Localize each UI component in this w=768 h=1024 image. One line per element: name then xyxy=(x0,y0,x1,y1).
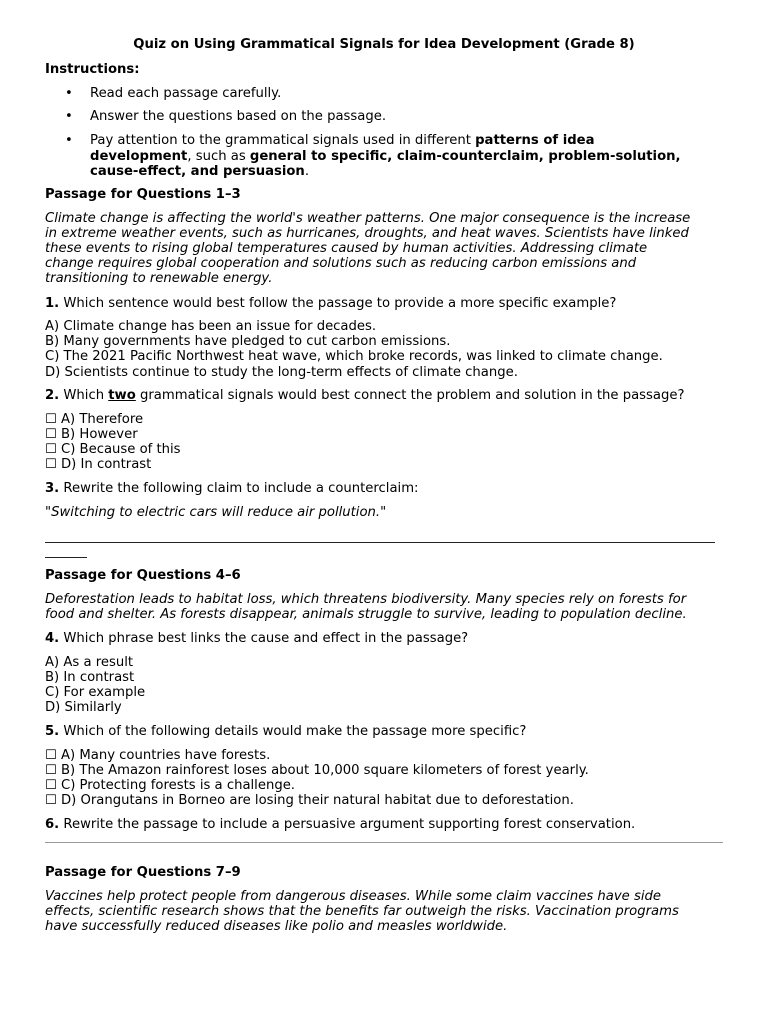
answer-option: A) Climate change has been an issue for decades. xyxy=(45,319,377,334)
question-2: 2. Which two grammatical signals would best connect the problem and solution in the passage? xyxy=(45,388,685,403)
answer-line[interactable] xyxy=(45,557,87,558)
passage-line: in extreme weather events, such as hurricanes, droughts, and heat waves. Scientists have linked xyxy=(45,226,689,241)
passage-line: transitioning to renewable energy. xyxy=(45,271,273,286)
answer-option: D) Scientists continue to study the long-term effects of climate change. xyxy=(45,365,518,380)
passage-line: these events to rising global temperatures caused by human activities. Addressing climate xyxy=(45,241,648,256)
answer-option: B) Many governments have pledged to cut carbon emissions. xyxy=(45,334,451,349)
bullet: • xyxy=(65,133,73,148)
instruction-item-cont: cause-effect, and persuasion. xyxy=(90,164,310,179)
answer-option: D) Similarly xyxy=(45,700,122,715)
answer-option: A) As a result xyxy=(45,655,134,670)
section-heading: Passage for Questions 7–9 xyxy=(45,865,241,880)
passage-line: Vaccines help protect people from dangerous diseases. While some claim vaccines have side xyxy=(45,889,661,904)
bullet: • xyxy=(65,86,73,101)
checkbox-option[interactable]: ☐ A) Many countries have forests. xyxy=(45,748,271,763)
bullet: • xyxy=(65,109,73,124)
checkbox-option[interactable]: ☐ A) Therefore xyxy=(45,412,144,427)
instruction-item: Pay attention to the grammatical signals used in different patterns of idea xyxy=(90,133,595,148)
passage-line: food and shelter. As forests disappear, animals struggle to survive, leading to population decline. xyxy=(45,607,687,622)
question-3: 3. Rewrite the following claim to include a counterclaim: xyxy=(45,481,419,496)
passage-line: Deforestation leads to habitat loss, which threatens biodiversity. Many species rely on forests for xyxy=(45,592,687,607)
claim-quote: "Switching to electric cars will reduce air pollution." xyxy=(45,505,387,520)
question-6: 6. Rewrite the passage to include a persuasive argument supporting forest conservation. xyxy=(45,817,636,832)
passage-line: Climate change is affecting the world's weather patterns. One major consequence is the increase xyxy=(45,211,691,226)
checkbox-option[interactable]: ☐ B) The Amazon rainforest loses about 10,000 square kilometers of forest yearly. xyxy=(45,763,589,778)
checkbox-option[interactable]: ☐ B) However xyxy=(45,427,138,442)
answer-line[interactable] xyxy=(45,542,715,543)
section-heading: Passage for Questions 1–3 xyxy=(45,187,241,202)
passage-line: have successfully reduced diseases like polio and measles worldwide. xyxy=(45,919,508,934)
passage-line: effects, scientific research shows that the benefits far outweigh the risks. Vaccination programs xyxy=(45,904,679,919)
question-1: 1. Which sentence would best follow the passage to provide a more specific example? xyxy=(45,296,617,311)
checkbox-option[interactable]: ☐ C) Because of this xyxy=(45,442,181,457)
instruction-item: Answer the questions based on the passage. xyxy=(90,109,387,124)
question-4: 4. Which phrase best links the cause and effect in the passage? xyxy=(45,631,469,646)
instruction-item: Read each passage carefully. xyxy=(90,86,282,101)
checkbox-option[interactable]: ☐ C) Protecting forests is a challenge. xyxy=(45,778,295,793)
checkbox-option[interactable]: ☐ D) Orangutans in Borneo are losing their natural habitat due to deforestation. xyxy=(45,793,574,808)
checkbox-option[interactable]: ☐ D) In contrast xyxy=(45,457,152,472)
instruction-item-cont: development, such as general to specific, claim-counterclaim, problem-solution, xyxy=(90,149,681,164)
answer-option: B) In contrast xyxy=(45,670,135,685)
section-heading: Passage for Questions 4–6 xyxy=(45,568,241,583)
page-title: Quiz on Using Grammatical Signals for Idea Development (Grade 8) xyxy=(133,37,635,52)
answer-option: C) For example xyxy=(45,685,146,700)
instructions-heading: Instructions: xyxy=(45,62,140,77)
divider xyxy=(45,842,723,843)
passage-line: change requires global cooperation and solutions such as reducing carbon emissions and xyxy=(45,256,637,271)
answer-option: C) The 2021 Pacific Northwest heat wave, which broke records, was linked to climate change. xyxy=(45,349,663,364)
question-5: 5. Which of the following details would make the passage more specific? xyxy=(45,724,527,739)
